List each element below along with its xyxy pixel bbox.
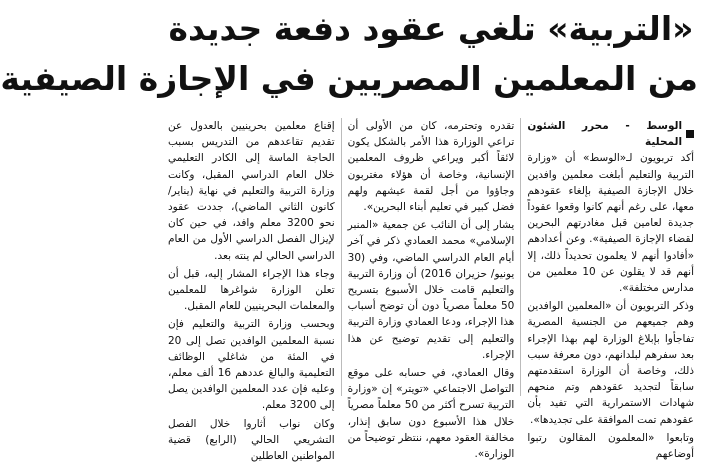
article-column-1 (521, 118, 700, 461)
headline (0, 4, 698, 112)
article-paragraph: وقال العمادي، في حسابه على موقع التواصل الاجتماعي «تويتر» إن «وزارة التربية تسرح أكثر من 50 معلماً مصرياً خلال هذا الأسبوع دون سابق إنذار، مخالفة العقود معهم، ننتظر توضيحاً من الوزارة». (347, 367, 515, 461)
headline-line-2: من المعلمين المصريين في الإجازة الصيفية (0, 59, 698, 98)
article-paragraph: وبحسب وزارة التربية والتعليم فإن نسبة المعلمين الوافدين تصل إلى 20 في المئة من شاغلي الوظائف التعليمية والبالغ عددهم 16 ألف معلم، وعليه فإن عدد المعلمين الوافدين يصل إلى 3200 معلم. (167, 318, 335, 412)
headline-line-1: «التربية» تلغي عقود دفعة جديدة (168, 9, 694, 48)
article-paragraph: يشار إلى أن النائب عن جمعية «المنبر الإسلامي» محمد العمادي ذكر في آخر أيام العام الدراسي الماضي، وفي (30 يونيو/ حزيران 2016) أن وزارة التربية والتعليم قامت خلال الأسبوع بتسريح 50 معلماً مصرياً دون أن توضح أسباب هذا الإجراء، ودعا العمادي وزارة التربية والتعليم إلى تقديم توضيح عن هذا الإجراء. (347, 219, 515, 361)
article-columns (162, 118, 700, 463)
article-column-2 (342, 118, 522, 461)
article-paragraph: أكد تربويون لـ«الوسط» أن «وزارة التربية والتعليم أبلغت معلمين وافدين خلال الإجازة الصيفية بإلغاء عقودهم معها، على رغم أنهم كانوا وقعوا عقوداً جديدة لعامين قبل مغادرتهم البحرين لقضاء الإجازة الصيفية». وعن أعدادهم «أفادوا أنهم لا يعلمون تحديداً ذلك، إلا أنهم قد لا يقلون عن 10 معلمين من مدارس مختلفة». (527, 152, 694, 295)
article-column-3 (162, 118, 342, 463)
article-paragraph: تقدره وتحترمه، كان من الأولى أن تراعي الوزارة هذا الأمر بالشكل يكون لائقاً أكبر ويراعي ظروف المعلمين الإنسانية، وخاصة أن هؤلاء مغتربون وجاؤوا من أجل لقمة عيشهم ولهم فضل كبير في تعليم أبناء البحرين». (347, 120, 515, 214)
article-paragraph: وذكر التربويون أن «المعلمين الوافدين وهم جميعهم من الجنسية المصرية تفاجأوا بإبلاغ الوزارة لهم بهذا الإجراء بعد سفرهم لبلدانهم، دون معرفة سبب ذلك، وخاصة أن الوزارة استقدمتهم سابقاً لتجديد عقودهم وتم منحهم شهادات الاستمرارية التي تفيد بأن عقودهم تمت الموافقة على تجديدها». (527, 300, 694, 426)
byline (527, 118, 694, 150)
bullet-square-icon (686, 130, 694, 138)
article-paragraph: إقناع معلمين بحرينيين بالعدول عن تقديم تقاعدهم من التدريس بسبب الحاجة الماسة إلى الكادر التعليمي خلال العام الدراسي المقبل، وكانت وزارة التربية والتعليم في نهاية (يناير/ كانون الثاني الماضي)، جددت عقود نحو 3200 معلم وافد، في حين كان لإيزال الفصل الدراسي الأول من العام الدراسي الحالي لم ينته بعد. (167, 120, 335, 262)
article-paragraph: وجاء هذا الإجراء المشار إليه، قبل أن تعلن الوزارة شواغرها للمعلمين والمعلمات البحرينيين للعام المقبل. (167, 267, 335, 313)
byline-text: الوسط - محرر الشئون المحلية (527, 120, 683, 149)
article-paragraph: وتابعوا «المعلمون المقالون رتبوا أوضاعهم (527, 431, 694, 461)
article-paragraph: وكان نواب أثاروا خلال الفصل التشريعي الحالي (الرابع) قضية المواطنين العاطلين (167, 417, 335, 463)
